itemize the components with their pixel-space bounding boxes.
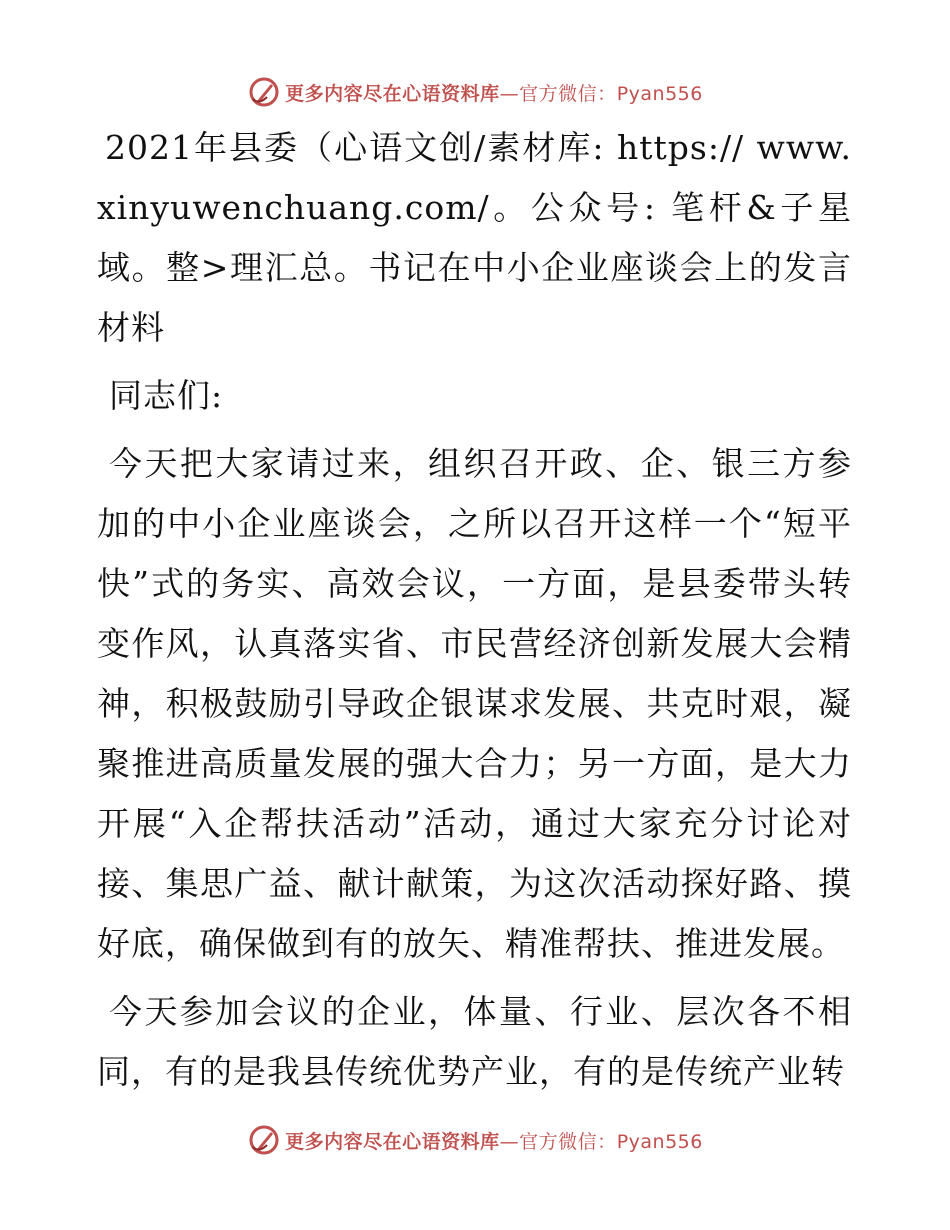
watermark-text: [285, 79, 703, 106]
watermark-brand: 更多内容尽在心语资料库: [285, 82, 500, 105]
watermark-footer: [0, 1120, 950, 1160]
feather-quill-logo-icon: [247, 75, 281, 109]
watermark-header: [0, 72, 950, 112]
watermark-text: [285, 1127, 703, 1154]
paragraph-1: 今天把大家请过来，组织召开政、企、银三方参加的中小企业座谈会，之所以召开这样一个“短平快”式的务实、高效会议，一方面，是县委带头转变作风，认真落实省、市民营经济创新发展大会精神，积极鼓励引导政企银谋求发展、共克时艰，凝聚推进高质量发展的强大合力；另一方面，是大力开展“入企帮扶活动”活动，通过大家充分讨论对接、集思广益、献计献策，为这次活动探好路、摸好底，确保做到有的放矢、精准帮扶、推进发展。: [97, 444, 852, 963]
watermark-account: Pyan556: [616, 1130, 703, 1153]
salutation: 同志们:: [109, 376, 224, 415]
watermark-account: Pyan556: [616, 82, 703, 105]
watermark-separator: —官方微信：: [499, 1130, 617, 1153]
feather-quill-logo-icon: [247, 1123, 281, 1157]
paragraph-2: 今天参加会议的企业，体量、行业、层次各不相同，有的是我县传统优势产业，有的是传统产业转: [97, 992, 852, 1091]
watermark-separator: —官方微信：: [499, 82, 617, 105]
document-title: 2021年县委（心语文创/素材库: https:// www.xinyuwenchuang.com/。公众号: 笔杆&子星域。整>理汇总。书记在中小企业座谈会上的发言材料: [97, 128, 852, 347]
document-body: [97, 118, 852, 1110]
watermark-brand: 更多内容尽在心语资料库: [285, 1130, 500, 1153]
